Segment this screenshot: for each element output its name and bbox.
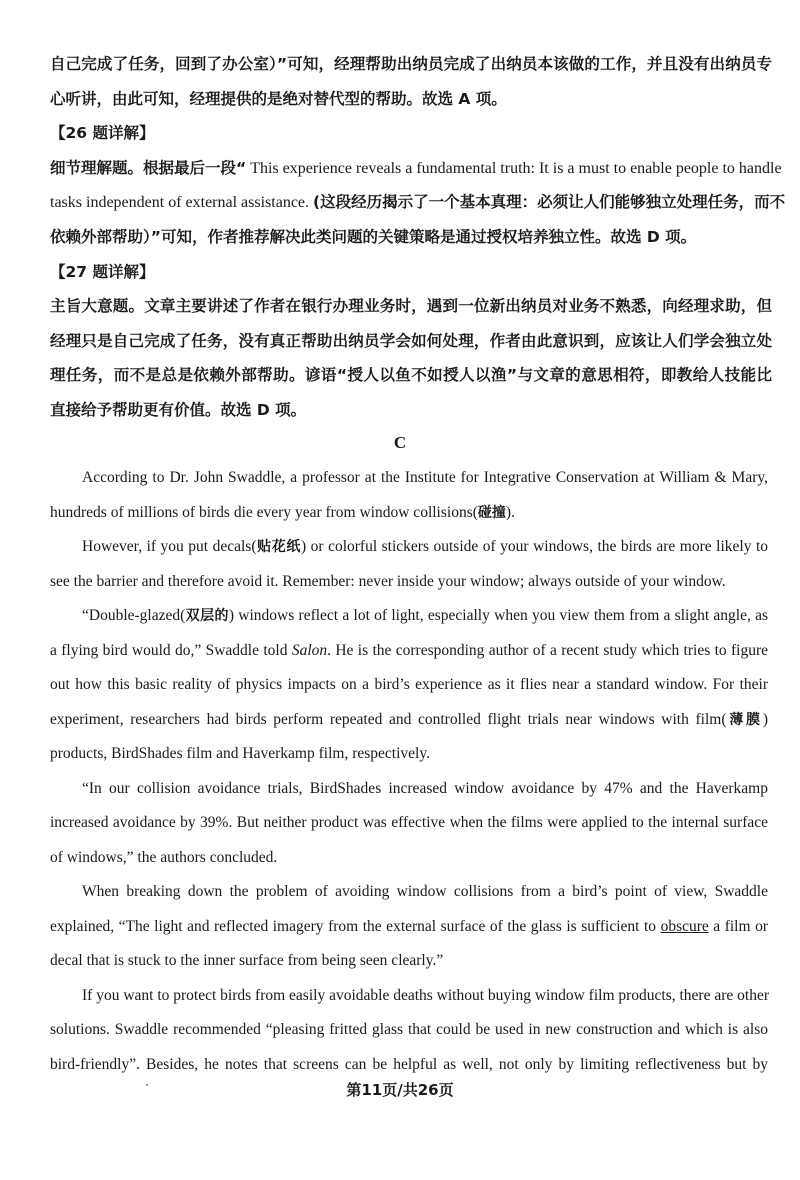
p4-line-3: of windows,” the authors concluded. — [50, 849, 278, 866]
p3-line-4-a: experiment, researchers had birds perform repeated and controlled flight trials near windows with film( — [50, 711, 727, 728]
p5-line-2 — [50, 917, 768, 937]
p5-underlined-word: obscure — [660, 918, 709, 935]
p2-line-1 — [82, 537, 768, 557]
q26-line-2-cn: (这段经历揭示了一个基本真理：必须让人们能够独立处理任务，而不 — [313, 193, 786, 211]
q26-heading: 【26 题详解】 — [50, 124, 155, 142]
page-number: 第11页/共26页 — [346, 1081, 454, 1099]
q27-line-1: 主旨大意题。文章主要讲述了作者在银行办理业务时，遇到一位新出纳员对业务不熟悉，向经理求助，但 — [50, 297, 772, 315]
q26-line-1-en: This experience reveals a fundamental truth: It is a must to enable people to handle — [246, 160, 782, 177]
p5-line-3: decal that is stuck to the inner surface from being seen clearly.” — [50, 952, 444, 969]
p3-gloss-film: 薄膜 — [726, 712, 763, 728]
p3-line-2-a: a flying bird would do,” Swaddle told — [50, 642, 292, 659]
p2-gloss-decals: 贴花纸 — [256, 539, 301, 555]
p6-line-3: bird-friendly”. Besides, he notes that screens can be helpful as well, not only by limiting reflectiveness but by — [50, 1056, 768, 1073]
p5-line-2-a: explained, “The light and reflected imagery from the external surface of the glass is sufficient to — [50, 918, 661, 935]
p3-line-4 — [50, 710, 768, 730]
p1-gloss-collision: 碰撞 — [477, 505, 506, 521]
p3-salon: Salon — [291, 642, 328, 659]
p3-line-5: products, BirdShades film and Haverkamp film, respectively. — [50, 745, 430, 762]
p4-line-2: increased avoidance by 39%. But neither product was effective when the films were applied to the internal surface — [50, 814, 768, 831]
q26-line-1 — [50, 158, 782, 179]
q27-heading: 【27 题详解】 — [50, 263, 155, 281]
p5-line-2-c: a film or — [708, 918, 768, 935]
p2-line-1-a: However, if you put decals( — [82, 538, 257, 555]
p1-line-1: According to Dr. John Swaddle, a professor at the Institute for Integrative Conservation at William & Mary, — [82, 469, 768, 486]
prev-explanation-line-1: 自己完成了任务，回到了办公室）”可知，经理帮助出纳员完成了出纳员本该做的工作，并且没有出纳员专 — [50, 55, 772, 73]
q27-line-4: 直接给予帮助更有价值。故选 D 项。 — [50, 401, 307, 419]
q26-line-3: 依赖外部帮助）”可知，作者推荐解决此类问题的关键策略是通过授权培养独立性。故选 D 项。 — [50, 228, 697, 246]
p1-line-2-a: hundreds of millions of birds die every year from window collisions( — [50, 504, 478, 521]
p6-line-2: solutions. Swaddle recommended “pleasing fritted glass that could be used in new construction and which is also — [50, 1021, 768, 1038]
p3-line-2 — [50, 641, 768, 661]
section-heading: C — [393, 433, 407, 452]
p3-line-4-c: ) — [762, 711, 768, 728]
p1-line-2 — [50, 503, 768, 523]
p1-line-2-c: ). — [505, 504, 515, 521]
q27-line-2: 经理只是自己完成了任务，没有真正帮助出纳员学会如何处理，作者由此意识到，应该让人们学会独立处 — [50, 332, 772, 350]
p3-line-2-c: . He is the corresponding author of a recent study which tries to figure — [327, 642, 769, 659]
p4-line-1: “In our collision avoidance trials, BirdShades increased window avoidance by 47% and the Haverkamp — [82, 780, 768, 797]
q26-line-1-cn: 细节理解题。根据最后一段“ — [50, 159, 247, 177]
p5-line-1: When breaking down the problem of avoiding window collisions from a bird’s point of view, Swaddle — [82, 883, 768, 900]
p3-line-3: out how this basic reality of physics impacts on a bird’s experience as it flies near a standard window. For their — [50, 676, 768, 693]
q26-line-2 — [50, 192, 786, 213]
p2-line-2: see the barrier and therefore avoid it. Remember: never inside your window; always outside of your window. — [50, 573, 726, 590]
p6-line-1: If you want to protect birds from easily avoidable deaths without buying window film products, there are other — [82, 987, 769, 1004]
p3-line-1-c: ) windows reflect a lot of light, especially when you view them from a slight angle, as — [228, 607, 769, 624]
p2-line-1-c: ) or colorful stickers outside of your windows, the birds are more likely to — [301, 538, 769, 555]
p3-gloss-double-glazed: 双层的 — [185, 608, 229, 624]
q26-line-2-en: tasks independent of external assistance. — [50, 194, 314, 211]
p3-line-1 — [82, 606, 768, 626]
p3-line-1-a: “Double-glazed( — [82, 607, 186, 624]
q27-line-3: 理任务，而不是总是依赖外部帮助。谚语“授人以鱼不如授人以渔”与文章的意思相符，即教给人技能比 — [50, 366, 772, 384]
prev-explanation-line-2: 心听讲，由此可知，经理提供的是绝对替代型的帮助。故选 A 项。 — [50, 90, 507, 108]
